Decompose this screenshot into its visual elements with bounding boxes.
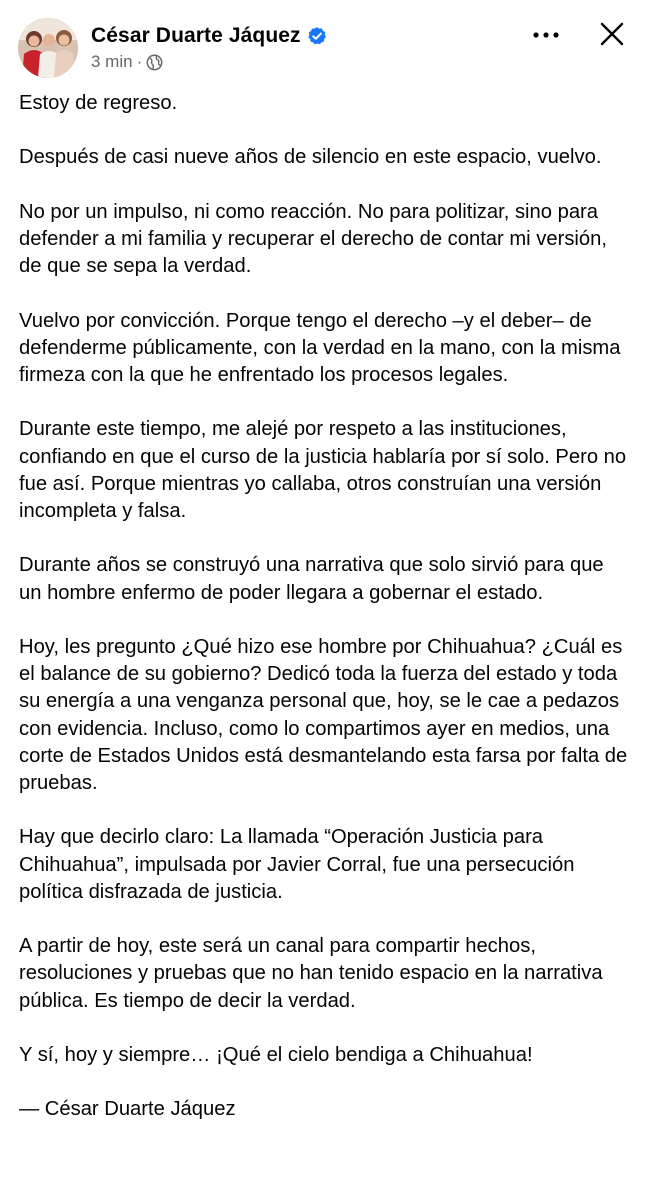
post-paragraph: Durante este tiempo, me alejé por respeto a las instituciones, confiando en que el curso de la justicia hablaría por sí solo. Pero no fue así. Porque mientras yo callaba, otros construían una versión incompleta y falsa. (19, 418, 627, 522)
post-signature: — César Duarte Jáquez (19, 1098, 236, 1121)
post-paragraph: No por un impulso, ni como reacción. No para politizar, sino para defender a mi familia y recuperar el derecho de contar mi versión, de que se sepa la verdad. (19, 200, 607, 278)
post-paragraph: Durante años se construyó una narrativa que solo sirvió para que un hombre enfermo de poder llegara a gobernar el estado. (19, 554, 604, 604)
post-time[interactable]: 3 min (91, 52, 133, 71)
globe-icon[interactable] (146, 54, 163, 71)
post-paragraph: Hoy, les pregunto ¿Qué hizo ese hombre por Chihuahua? ¿Cuál es el balance de su gobierno? Dedicó toda la fuerza del estado y toda su energía a una venganza personal que, hoy, se le cae a pedazos con evidencia. Incluso, como lo compartimos ayer en medios, una corte de Estados Unidos está desmantelando esta farsa por falta de pruebas. (19, 635, 628, 794)
post-paragraph: Hay que decirlo claro: La llamada “Operación Justicia para Chihuahua”, impulsada por Javier Corral, fue una persecución política disfrazada de justicia. (19, 826, 575, 903)
post-paragraph: Estoy de regreso. (19, 92, 178, 114)
meta-separator: · (136, 52, 143, 71)
post-body (19, 90, 631, 1151)
post-paragraph: Vuelvo por convicción. Porque tengo el derecho –y el deber– de defenderme públicamente, con la verdad en la mano, con la misma firmeza con la que he enfrentado los procesos legales. (19, 309, 621, 386)
verified-badge-icon (307, 26, 327, 46)
post-paragraph: Después de casi nueve años de silencio en este espacio, vuelvo. (19, 146, 602, 169)
author-line (91, 24, 327, 48)
more-horizontal-icon (532, 31, 560, 39)
author-name[interactable]: César Duarte Jáquez (91, 24, 301, 47)
post-paragraph: Y sí, hoy y siempre… ¡Qué el cielo bendiga a Chihuahua! (19, 1043, 533, 1066)
more-options-button[interactable] (526, 20, 566, 50)
post-meta (91, 52, 163, 72)
post-header (0, 0, 646, 84)
close-icon (599, 21, 625, 47)
close-button[interactable] (596, 18, 628, 50)
avatar[interactable] (18, 18, 78, 78)
post-paragraph: A partir de hoy, este será un canal para compartir hechos, resoluciones y pruebas que no han tenido espacio en la narrativa pública. Es tiempo de decir la verdad. (19, 935, 603, 1012)
